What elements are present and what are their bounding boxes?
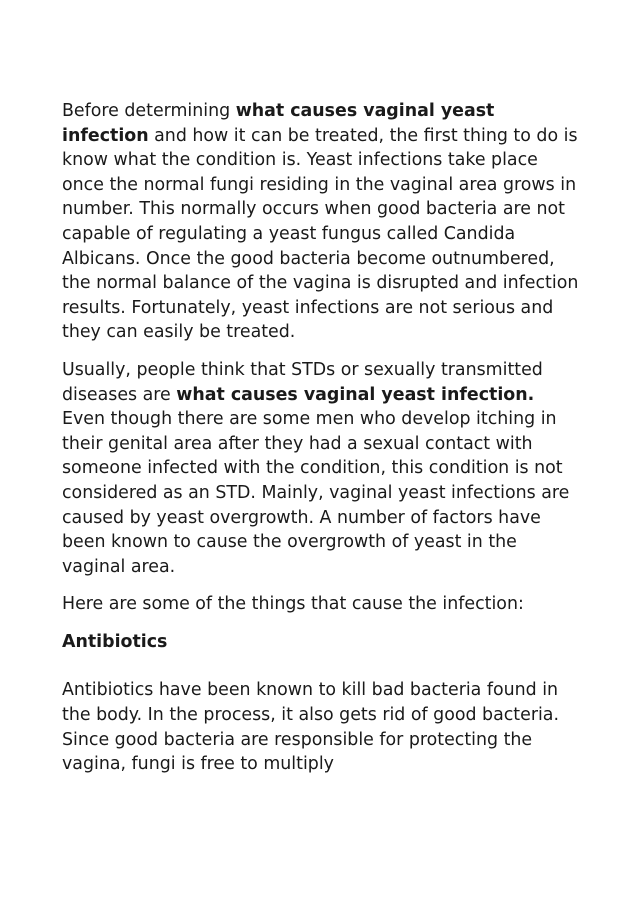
paragraph-2-keyword: what causes vaginal yeast infection.: [176, 384, 535, 405]
paragraph-2-text-end: Even though there are some men who develop itching in their genital area after they had a sexual contact with someone infected with the condition, this condition is not considered as an STD. Mainly, vaginal yeast infections are caused by yeast overgrowth. A number of factors have been known to cause the overgrowth of yeast in the vaginal area.: [62, 409, 570, 577]
paragraph-3: Here are some of the things that cause the infection:: [62, 594, 524, 615]
document-page: [62, 99, 582, 790]
paragraph-4: Antibiotics have been known to kill bad bacteria found in the body. In the process, it also gets rid of good bacteria. Since good bacteria are responsible for protecting the vagina, fungi is free to multiply: [62, 680, 559, 775]
paragraph-1-text-end: and how it can be treated, the first thing to do is know what the condition is. Yeast infections take place once the normal fungi residing in the vaginal area grows in number. This normally occurs when good bacteria are not capable of regulating a yeast fungus called Candida Albicans. Once the good bacteria become outnumbered, the normal balance of the vagina is disrupted and infection results. Fortunately, yeast infections are not serious and they can easily be treated.: [62, 125, 579, 343]
paragraph-2-text-start: Usually, people think that STDs or sexually transmitted diseases are: [62, 359, 543, 405]
paragraph-1-text-start: Before determining: [62, 101, 236, 121]
paragraph-2: [62, 358, 582, 579]
paragraph-1-keyword: what causes vaginal yeast infection: [62, 101, 495, 146]
section-heading-antibiotics: Antibiotics: [62, 631, 168, 652]
paragraph-1: [62, 99, 582, 345]
